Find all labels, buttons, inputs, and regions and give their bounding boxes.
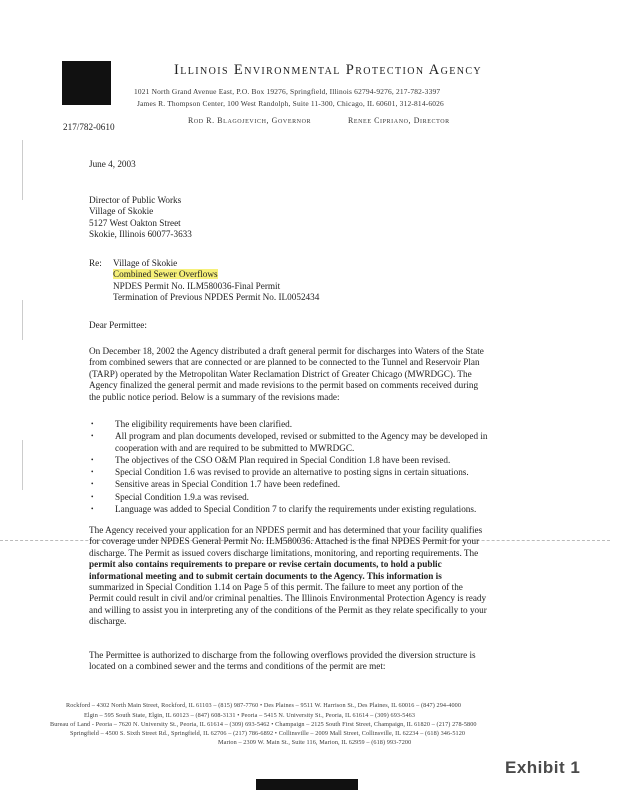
recipient-line: Skokie, Illinois 60077-3633 bbox=[89, 229, 192, 240]
paragraph-line: located on a combined sewer and the terms and conditions of the permit are met: bbox=[89, 661, 386, 672]
paragraph-line: Agency finalized the general permit and made revisions to the permit based on comments received during bbox=[89, 380, 479, 391]
list-item: • The objectives of the CSO O&M Plan required in Special Condition 1.8 have been revised. bbox=[91, 454, 488, 466]
redacted-logo bbox=[62, 61, 111, 105]
agency-address-springfield: 1021 North Grand Avenue East, P.O. Box 19276, Springfield, Illinois 62794-9276, 217-782-3397 bbox=[134, 87, 441, 96]
director-name: Renee Cipriano, Director bbox=[348, 116, 450, 125]
paragraph-line: discharge. The Permit as issued covers discharge limitations, monitoring, and reporting requirements. The bbox=[89, 547, 479, 558]
list-item: • The eligibility requirements have been clarified. bbox=[91, 418, 488, 430]
paragraph-authorization bbox=[89, 650, 476, 673]
list-item: • Sensitive areas in Special Condition 1.7 have been redefined. bbox=[91, 478, 488, 490]
paragraph-line: summarized in Special Condition 1.14 on Page 5 of this permit. The failure to meet any portion of the bbox=[89, 582, 463, 593]
list-item: • All program and plan documents developed, revised or submitted to the Agency may be developed in bbox=[91, 430, 488, 442]
footer-offices-line: Rockford – 4302 North Main Street, Rockford, IL 61103 – (815) 987-7760 • Des Plaines – 9511 W. Harrison St., Des Plaines, IL 60016 – (847) 294-4000 bbox=[66, 702, 462, 709]
re-line: NPDES Permit No. ILM580036-Final Permit bbox=[113, 280, 281, 291]
footer-offices-line: Elgin – 595 South State, Elgin, IL 60123 – (847) 608-3131 • Peoria – 5415 N. University St., Peoria, IL 61614 – (309) 693-5463 bbox=[84, 712, 416, 719]
list-item-continued: cooperation with and are required to be submitted to MWRDGC. bbox=[115, 443, 355, 454]
phone-number: 217/782-0610 bbox=[63, 122, 115, 132]
letter-date: June 4, 2003 bbox=[89, 159, 136, 169]
paragraph-intro bbox=[89, 346, 484, 403]
footer-offices-line: Bureau of Land - Peoria – 7620 N. University St., Peoria, IL 61614 – (309) 693-5462 • Champaign – 2125 South First Street, Champaign, IL 61820 – (217) 278-5800 bbox=[50, 721, 477, 728]
paragraph-permit bbox=[89, 525, 487, 628]
re-line: Termination of Previous NPDES Permit No. IL0052434 bbox=[113, 292, 320, 303]
paragraph-line: and willing to assist you in interpreting any of the conditions of the Permit as they relate specifically to your bbox=[89, 604, 487, 615]
paragraph-line: The Permittee is authorized to discharge from the following overflows provided the diversion structure is bbox=[89, 650, 476, 660]
re-line-highlighted: Combined Sewer Overflows bbox=[113, 269, 218, 280]
paragraph-line: for coverage under NPDES General Permit No. ILM580036. Attached is the final NPDES Permit for your bbox=[89, 536, 480, 547]
list-item: • Special Condition 1.9.a was revised. bbox=[91, 491, 488, 503]
footer-offices-line: Springfield – 4500 S. Sixth Street Rd., Springfield, IL 62706 – (217) 786-6892 • Collinsville – 2009 Mall Street, Collinsville, IL 62234 – (618) 346-5120 bbox=[70, 730, 466, 737]
list-item: • Special Condition 1.6 was revised to provide an alternative to posting signs in certain situations. bbox=[91, 466, 488, 478]
paragraph-line-bold: permit also contains requirements to prepare or revise certain documents, to hold a public bbox=[89, 559, 442, 570]
paragraph-line: the public notice period. Below is a summary of the revisions made: bbox=[89, 391, 340, 402]
recipient-line: Director of Public Works bbox=[89, 195, 182, 205]
re-line: Village of Skokie bbox=[113, 258, 178, 268]
paragraph-line: On December 18, 2002 the Agency distributed a draft general permit for discharges into Waters of the State bbox=[89, 346, 484, 356]
scan-margin-mark bbox=[22, 300, 23, 340]
list-item: • Language was added to Special Condition 7 to clarify the requirements under existing regulations. bbox=[91, 503, 488, 515]
paragraph-line: from combined sewers that are connected or are planned to be connected to the Tunnel and Reservoir Plan bbox=[89, 357, 480, 368]
re-label: Re: bbox=[89, 258, 102, 268]
redaction-bar bbox=[256, 779, 358, 790]
recipient-line: 5127 West Oakton Street bbox=[89, 217, 181, 228]
recipient-line: Village of Skokie bbox=[89, 206, 154, 217]
paragraph-line-bold: informational meeting and to submit certain documents to the Agency. This information is bbox=[89, 570, 442, 581]
scan-margin-mark bbox=[22, 140, 23, 200]
paragraph-line: The Agency received your application for an NPDES permit and has determined that your facility qualifies bbox=[89, 525, 483, 535]
paragraph-line: Permit could result in civil and/or criminal penalties. The Illinois Environmental Protection Agency is ready bbox=[89, 593, 487, 604]
exhibit-label: Exhibit 1 bbox=[505, 758, 581, 777]
paragraph-line: discharge. bbox=[89, 616, 127, 627]
agency-address-chicago: James R. Thompson Center, 100 West Randolph, Suite 11-300, Chicago, IL 60601, 312-814-6026 bbox=[137, 99, 444, 108]
governor-name: Rod R. Blagojevich, Governor bbox=[188, 116, 312, 125]
revision-list bbox=[91, 418, 488, 515]
footer-offices-line: Marion – 2309 W. Main St., Suite 116, Marion, IL 62959 – (618) 993-7200 bbox=[218, 739, 412, 746]
salutation: Dear Permittee: bbox=[89, 320, 147, 330]
paragraph-line: (TARP) operated by the Metropolitan Water Reclamation District of Greater Chicago (MWRDGC). The bbox=[89, 368, 472, 379]
scan-margin-mark bbox=[22, 440, 23, 490]
recipient-block bbox=[89, 195, 192, 241]
agency-name: Illinois Environmental Protection Agency bbox=[174, 62, 483, 78]
re-block bbox=[113, 258, 319, 304]
